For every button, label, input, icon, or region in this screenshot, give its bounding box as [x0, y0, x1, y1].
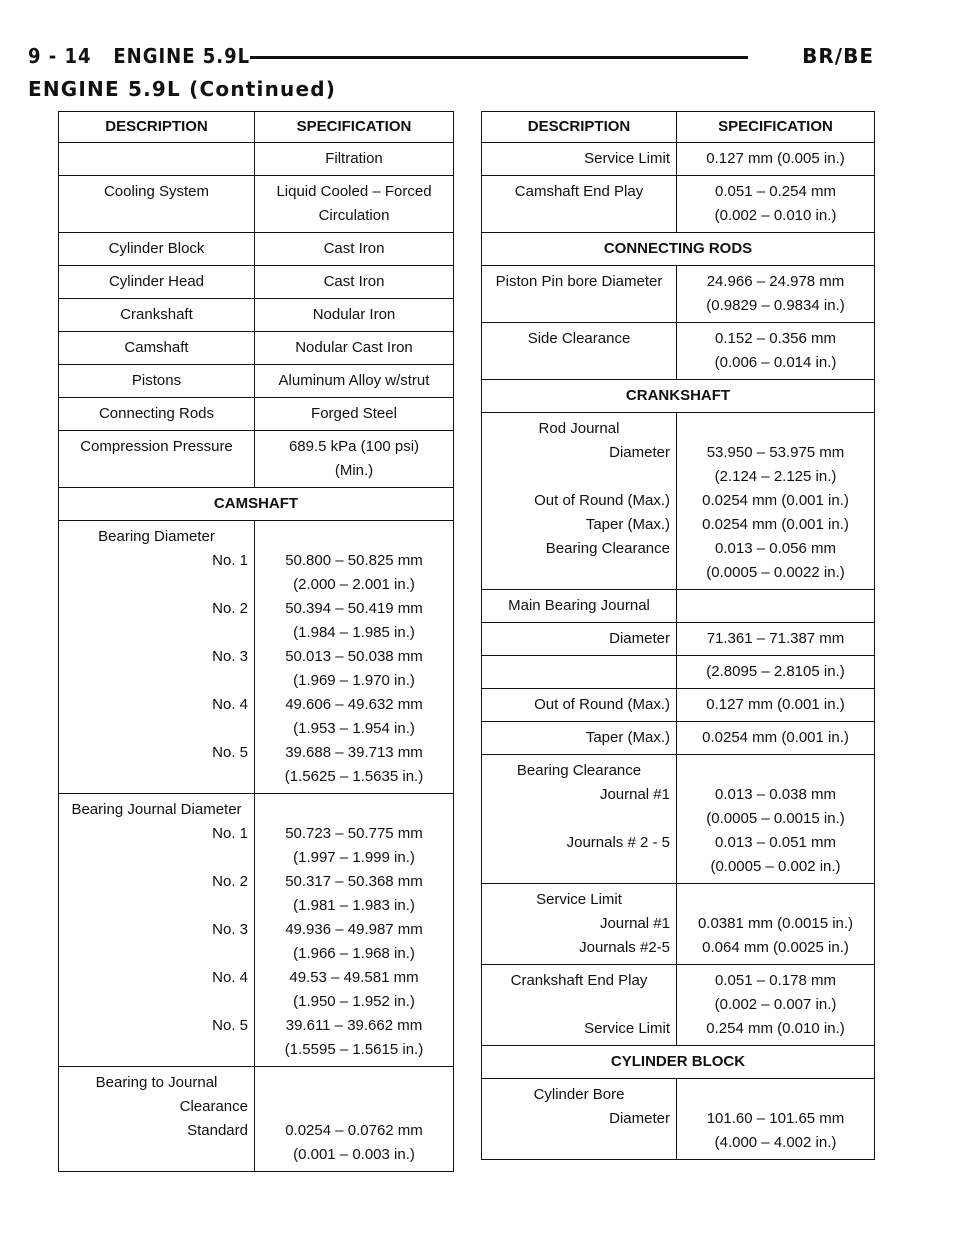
- description-cell: [482, 965, 677, 1046]
- description-line: Journals #2-5: [579, 939, 670, 956]
- description-line: Diameter: [609, 444, 670, 461]
- description-cell: [59, 1067, 255, 1172]
- specification-line: 0.013 – 0.051 mm: [715, 834, 836, 851]
- description-line: Journal #1: [599, 786, 670, 803]
- description-line: No. 1: [212, 552, 248, 569]
- description-line: Out of Round (Max.): [534, 696, 670, 713]
- specification-line: (1.953 – 1.954 in.): [293, 720, 415, 737]
- specification-line: [261, 525, 447, 549]
- table-row: [482, 590, 875, 623]
- specification-line: 0.013 – 0.038 mm: [715, 786, 836, 803]
- description-cell: [59, 332, 255, 365]
- description-cell: [482, 656, 677, 689]
- description-line: Cylinder Bore: [533, 1086, 625, 1103]
- specification-line: 689.5 kPa (100 psi): [288, 438, 420, 455]
- table-row: [482, 413, 875, 590]
- description-line: [65, 717, 248, 741]
- description-cell: [59, 794, 255, 1067]
- specification-line: (0.002 – 0.010 in.): [714, 207, 837, 224]
- table-row: [482, 656, 875, 689]
- description-line: [488, 561, 670, 585]
- table-row: [482, 176, 875, 233]
- specification-line: [683, 759, 868, 783]
- specification-line: (Min.): [334, 462, 374, 479]
- section-heading: CAMSHAFT: [59, 488, 454, 521]
- specification-line: 0.0254 – 0.0762 mm: [285, 1122, 423, 1139]
- specification-line: 0.0381 mm (0.0015 in.): [697, 915, 854, 932]
- description-line: No. 5: [212, 744, 248, 761]
- spec-table-left: [58, 111, 454, 1172]
- description-line: No. 2: [212, 873, 248, 890]
- description-line: [488, 807, 670, 831]
- specification-line: 0.0254 mm (0.001 in.): [702, 729, 849, 746]
- description-line: No. 3: [212, 921, 248, 938]
- specification-cell: [255, 143, 454, 176]
- description-line: Camshaft: [124, 339, 189, 356]
- table-row: [482, 755, 875, 884]
- specification-line: (1.5595 – 1.5615 in.): [284, 1041, 424, 1058]
- description-cell: [482, 1079, 677, 1160]
- specification-line: 101.60 – 101.65 mm: [706, 1110, 845, 1127]
- specification-line: 0.0254 mm (0.001 in.): [702, 516, 849, 533]
- specification-cell: [677, 590, 875, 623]
- description-line: [65, 942, 248, 966]
- description-cell: [59, 365, 255, 398]
- specification-line: (2.000 – 2.001 in.): [293, 576, 415, 593]
- specification-cell: [677, 623, 875, 656]
- specification-cell: [677, 266, 875, 323]
- description-line: Diameter: [609, 630, 670, 647]
- specification-line: 50.723 – 50.775 mm: [285, 825, 423, 842]
- description-line: [65, 621, 248, 645]
- specification-line: 39.688 – 39.713 mm: [285, 744, 423, 761]
- description-line: Compression Pressure: [80, 438, 233, 455]
- description-line: Piston Pin bore Diameter: [495, 273, 663, 290]
- table-row: [482, 965, 875, 1046]
- specification-line: (2.8095 – 2.8105 in.): [706, 663, 845, 680]
- section-heading: CYLINDER BLOCK: [482, 1046, 875, 1079]
- description-cell: [482, 266, 677, 323]
- specification-line: (0.006 – 0.014 in.): [714, 354, 837, 371]
- table-row: [59, 488, 454, 521]
- description-line: No. 3: [212, 648, 248, 665]
- description-line: Taper (Max.): [585, 729, 670, 746]
- specification-line: [261, 798, 447, 822]
- description-cell: [59, 299, 255, 332]
- description-line: [488, 855, 670, 879]
- specification-line: (1.997 – 1.999 in.): [293, 849, 415, 866]
- description-line: [65, 573, 248, 597]
- description-line: [65, 669, 248, 693]
- specification-cell: [677, 1079, 875, 1160]
- specification-cell: [677, 323, 875, 380]
- specification-line: (0.9829 – 0.9834 in.): [706, 297, 845, 314]
- description-line: [65, 846, 248, 870]
- description-cell: [482, 755, 677, 884]
- table-row: [59, 794, 454, 1067]
- specification-cell: [255, 233, 454, 266]
- specification-line: (2.124 – 2.125 in.): [714, 468, 837, 485]
- description-line: Standard: [187, 1122, 248, 1139]
- specification-line: Filtration: [325, 150, 383, 167]
- specification-line: Liquid Cooled – Forced: [276, 183, 432, 200]
- specification-line: 0.051 – 0.178 mm: [715, 972, 836, 989]
- description-line: [488, 1131, 670, 1155]
- section-title: ENGINE 5.9L: [113, 44, 251, 68]
- specification-cell: [255, 794, 454, 1067]
- specification-line: (1.966 – 1.968 in.): [293, 945, 415, 962]
- specification-line: 0.0254 mm (0.001 in.): [702, 492, 849, 509]
- description-line: Side Clearance: [527, 330, 631, 347]
- table-row: [482, 1079, 875, 1160]
- table-row: [482, 380, 875, 413]
- description-cell: [482, 176, 677, 233]
- specification-line: 0.127 mm (0.001 in.): [706, 696, 845, 713]
- spec-table-right: [481, 111, 875, 1160]
- header-rule: [250, 56, 748, 59]
- description-line: [488, 993, 670, 1017]
- specification-line: (1.981 – 1.983 in.): [293, 897, 415, 914]
- specification-line: (1.969 – 1.970 in.): [293, 672, 415, 689]
- description-line: [488, 351, 670, 375]
- specification-line: [683, 1083, 868, 1107]
- description-cell: [59, 176, 255, 233]
- specification-cell: [255, 266, 454, 299]
- specification-line: 71.361 – 71.387 mm: [706, 630, 845, 647]
- description-line: No. 5: [212, 1017, 248, 1034]
- table-row: [482, 623, 875, 656]
- description-line: No. 2: [212, 600, 248, 617]
- table-row: [59, 398, 454, 431]
- table-row: [59, 521, 454, 794]
- specification-cell: [255, 1067, 454, 1172]
- specification-cell: [255, 332, 454, 365]
- specification-line: 0.013 – 0.056 mm: [715, 540, 836, 557]
- description-cell: [59, 521, 255, 794]
- description-line: [65, 894, 248, 918]
- specification-line: (0.0005 – 0.002 in.): [710, 858, 841, 875]
- header-description: DESCRIPTION: [59, 112, 255, 143]
- specification-line: Cast Iron: [323, 240, 385, 257]
- description-line: [65, 1143, 248, 1167]
- specification-line: [683, 888, 868, 912]
- description-line: Crankshaft End Play: [510, 972, 648, 989]
- description-line: [65, 765, 248, 789]
- specification-line: [683, 417, 868, 441]
- description-cell: [59, 143, 255, 176]
- description-line: Connecting Rods: [98, 405, 215, 422]
- continued-title: ENGINE 5.9L (Continued): [28, 77, 337, 101]
- specification-line: Nodular Cast Iron: [295, 339, 413, 356]
- specification-cell: [677, 884, 875, 965]
- specification-line: 49.53 – 49.581 mm: [289, 969, 419, 986]
- description-line: Camshaft End Play: [514, 183, 644, 200]
- table-row: [59, 176, 454, 233]
- specification-line: [683, 594, 868, 618]
- description-cell: [59, 398, 255, 431]
- specification-cell: [255, 431, 454, 488]
- description-cell: [482, 590, 677, 623]
- description-line: Service Limit: [536, 891, 622, 908]
- specification-cell: [677, 755, 875, 884]
- specification-line: 50.394 – 50.419 mm: [285, 600, 423, 617]
- description-line: Bearing Diameter: [98, 528, 215, 545]
- specification-line: 39.611 – 39.662 mm: [285, 1017, 423, 1034]
- description-line: Cooling System: [103, 183, 210, 200]
- specification-line: (4.000 – 4.002 in.): [714, 1134, 837, 1151]
- specification-line: (1.950 – 1.952 in.): [293, 993, 415, 1010]
- specification-line: 53.950 – 53.975 mm: [706, 444, 845, 461]
- table-row: [482, 689, 875, 722]
- description-cell: [482, 143, 677, 176]
- specification-line: (0.0005 – 0.0015 in.): [706, 810, 845, 827]
- specification-line: 50.800 – 50.825 mm: [285, 552, 423, 569]
- table-row: [482, 233, 875, 266]
- specification-line: 0.152 – 0.356 mm: [715, 330, 836, 347]
- table-header-row: [59, 112, 454, 143]
- description-line: No. 4: [212, 696, 248, 713]
- specification-cell: [255, 299, 454, 332]
- description-line: Rod Journal: [538, 420, 620, 437]
- description-cell: [482, 884, 677, 965]
- specification-line: (1.984 – 1.985 in.): [293, 624, 415, 641]
- description-line: Diameter: [609, 1110, 670, 1127]
- description-line: [65, 990, 248, 1014]
- model-code: BR/BE: [802, 44, 874, 68]
- specification-line: 0.254 mm (0.010 in.): [706, 1020, 845, 1037]
- table-row: [482, 143, 875, 176]
- table-row: [482, 323, 875, 380]
- description-cell: [482, 413, 677, 590]
- table-row: [59, 143, 454, 176]
- specification-line: 50.317 – 50.368 mm: [285, 873, 423, 890]
- description-line: Bearing Journal Diameter: [71, 801, 242, 818]
- specification-line: Forged Steel: [311, 405, 397, 422]
- specification-line: 24.966 – 24.978 mm: [706, 273, 845, 290]
- specification-line: (0.002 – 0.007 in.): [714, 996, 837, 1013]
- description-line: Bearing Clearance: [516, 762, 642, 779]
- specification-cell: [255, 176, 454, 233]
- description-cell: [59, 266, 255, 299]
- specification-cell: [677, 413, 875, 590]
- header-specification: SPECIFICATION: [255, 112, 454, 143]
- description-cell: [482, 323, 677, 380]
- table-row: [59, 266, 454, 299]
- table-row: [59, 365, 454, 398]
- specification-line: [261, 1095, 447, 1119]
- specification-line: Nodular Iron: [312, 306, 396, 323]
- header-description: DESCRIPTION: [482, 112, 677, 143]
- specification-line: (0.001 – 0.003 in.): [293, 1146, 415, 1163]
- page-header-left: [28, 44, 250, 68]
- description-line: Crankshaft: [120, 306, 193, 323]
- description-line: Pistons: [131, 372, 182, 389]
- specification-cell: [677, 143, 875, 176]
- description-cell: [482, 689, 677, 722]
- description-line: Cylinder Head: [108, 273, 205, 290]
- specification-line: 50.013 – 50.038 mm: [285, 648, 423, 665]
- specification-cell: [255, 521, 454, 794]
- specification-cell: [255, 365, 454, 398]
- description-line: Journal #1: [599, 915, 670, 932]
- description-line: Journals # 2 - 5: [566, 834, 670, 851]
- table-row: [59, 1067, 454, 1172]
- description-line: [488, 204, 670, 228]
- section-heading: CONNECTING RODS: [482, 233, 875, 266]
- specification-line: Aluminum Alloy w/strut: [278, 372, 430, 389]
- description-cell: [59, 233, 255, 266]
- specification-line: 0.064 mm (0.0025 in.): [702, 939, 849, 956]
- specification-line: Cast Iron: [323, 273, 385, 290]
- description-line: [488, 294, 670, 318]
- specification-line: 49.936 – 49.987 mm: [285, 921, 423, 938]
- description-line: Bearing Clearance: [545, 540, 670, 557]
- page-number: 9 - 14: [28, 44, 92, 68]
- description-line: No. 1: [212, 825, 248, 842]
- specification-line: (1.5625 – 1.5635 in.): [284, 768, 424, 785]
- specification-line: 49.606 – 49.632 mm: [285, 696, 423, 713]
- specification-line: (0.0005 – 0.0022 in.): [706, 564, 845, 581]
- description-line: [488, 465, 670, 489]
- header-specification: SPECIFICATION: [677, 112, 875, 143]
- table-row: [59, 332, 454, 365]
- description-line: Main Bearing Journal: [508, 597, 650, 614]
- table-row: [59, 431, 454, 488]
- description-line: Service Limit: [584, 150, 670, 167]
- specification-line: [261, 1071, 447, 1095]
- specification-cell: [255, 398, 454, 431]
- description-line: [65, 1038, 248, 1062]
- description-cell: [482, 722, 677, 755]
- table-row: [59, 299, 454, 332]
- table-row: [482, 266, 875, 323]
- specification-line: 0.051 – 0.254 mm: [715, 183, 836, 200]
- description-line: Clearance: [179, 1098, 248, 1115]
- specification-cell: [677, 656, 875, 689]
- table-row: [482, 884, 875, 965]
- table-row: [59, 233, 454, 266]
- table-row: [482, 722, 875, 755]
- description-line: Cylinder Block: [108, 240, 205, 257]
- specification-cell: [677, 176, 875, 233]
- table-header-row: [482, 112, 875, 143]
- description-cell: [59, 431, 255, 488]
- specification-line: 0.127 mm (0.005 in.): [706, 150, 845, 167]
- description-line: Out of Round (Max.): [534, 492, 670, 509]
- description-cell: [482, 623, 677, 656]
- description-line: Service Limit: [584, 1020, 670, 1037]
- table-row: [482, 1046, 875, 1079]
- specification-cell: [677, 689, 875, 722]
- description-line: Taper (Max.): [585, 516, 670, 533]
- specification-cell: [677, 965, 875, 1046]
- description-line: [488, 660, 670, 684]
- description-line: Bearing to Journal: [95, 1074, 218, 1091]
- description-line: No. 4: [212, 969, 248, 986]
- specification-line: Circulation: [318, 207, 390, 224]
- section-heading: CRANKSHAFT: [482, 380, 875, 413]
- specification-cell: [677, 722, 875, 755]
